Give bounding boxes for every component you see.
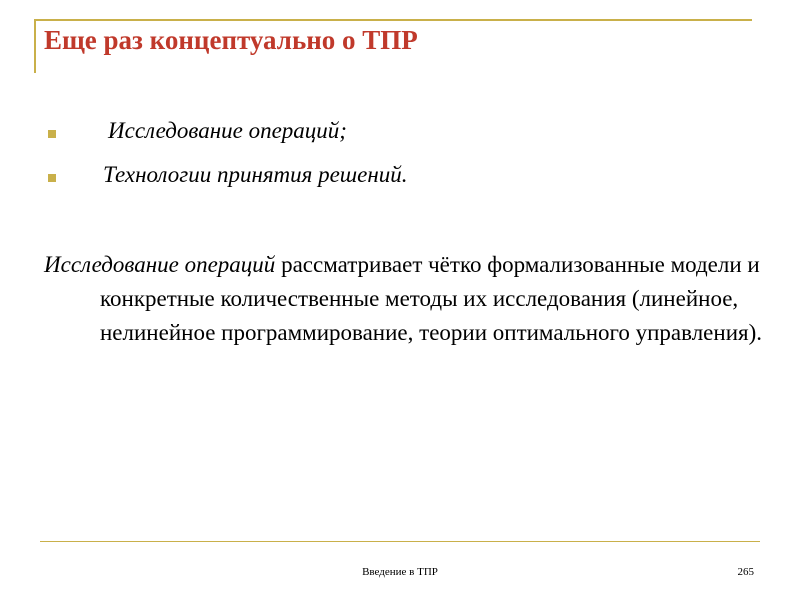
paragraph-emphasis: Исследование операций bbox=[44, 252, 276, 277]
slide-title: Еще раз концептуально о ТПР bbox=[44, 25, 418, 55]
body-paragraph bbox=[44, 248, 800, 350]
page-number: 265 bbox=[737, 566, 754, 578]
title-frame-top-border bbox=[34, 19, 752, 21]
bullet-text: Исследование операций; bbox=[108, 118, 347, 143]
title-frame-left-border bbox=[34, 19, 36, 73]
paragraph-text: рассматривает чётко формализованные модели и конкретные количественные методы их исследования (линейное, нелинейное программирование, теории оптимального управления). bbox=[100, 252, 762, 345]
bullet-text: Технологии принятия решений. bbox=[103, 162, 408, 187]
square-bullet-icon bbox=[48, 130, 56, 138]
footer-divider bbox=[40, 541, 760, 542]
footer-title: Введение в ТПР bbox=[362, 566, 438, 578]
square-bullet-icon bbox=[48, 174, 56, 182]
